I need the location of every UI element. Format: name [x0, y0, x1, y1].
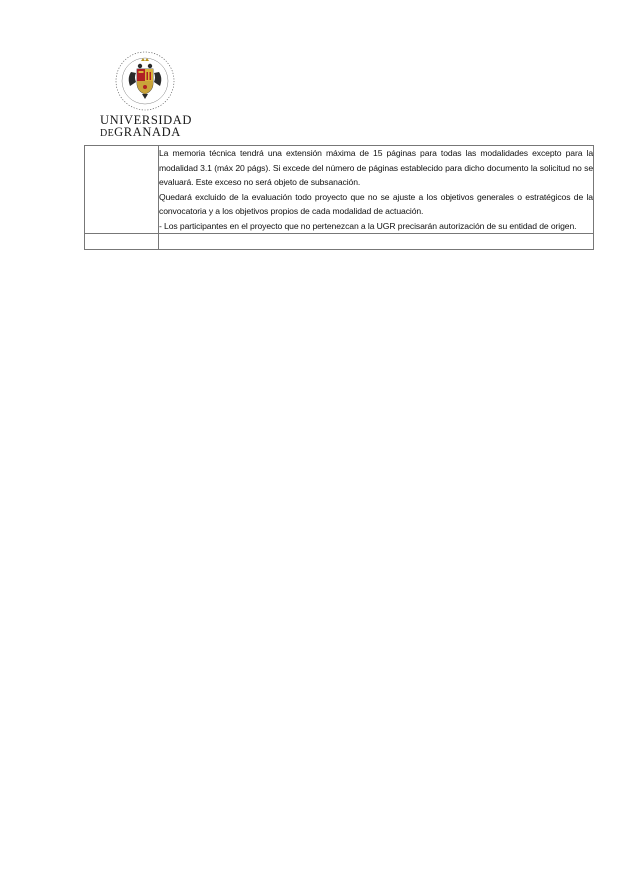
table-row: [85, 234, 594, 250]
table-cell-content: [159, 234, 594, 250]
university-name-prefix: DE: [100, 128, 115, 139]
paragraph-page-limit: La memoria técnica tendrá una extensión máxima de 15 páginas para todas las modalidades excepto para la modalidad 3.1 (máx 20 págs). Si excede del número de páginas establecido para dicho documento la solicitud no se evaluará. Este exceso no será objeto de subsanación.: [159, 148, 593, 187]
table-cell-label: [85, 146, 159, 234]
table-row: [85, 146, 594, 234]
university-name-line1: UNIVERSIDAD: [100, 113, 193, 127]
table-cell-label: [85, 234, 159, 250]
university-name-line2: [100, 126, 210, 140]
table-cell-content: [159, 146, 594, 234]
university-seal-icon: [114, 50, 176, 112]
paragraph-authorization: - Los participantes en el proyecto que no pertenezcan a la UGR precisarán autorización de su entidad de origen.: [159, 220, 577, 231]
requirements-table: [84, 145, 594, 250]
paragraph-exclusion: Quedará excluido de la evaluación todo proyecto que no se ajuste a los objetivos generales o estratégicos de la convocatoria y a los objetivos propios de cada modalidad de actuación.: [159, 191, 593, 216]
university-name-main: GRANADA: [114, 125, 181, 139]
university-name: [100, 114, 210, 140]
